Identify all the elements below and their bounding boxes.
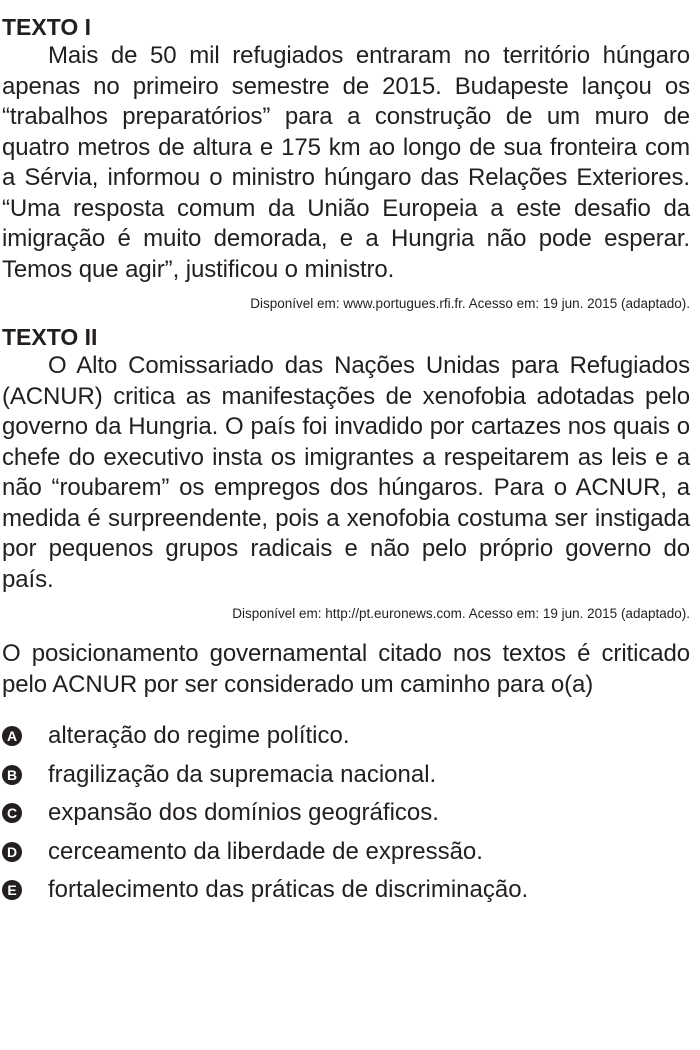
answer-options (2, 717, 690, 910)
option-e-letter-icon: E (2, 880, 22, 900)
option-a-letter-icon: A (2, 726, 22, 746)
option-c-letter-icon: C (2, 803, 22, 823)
option-a[interactable] (2, 717, 690, 756)
texto-1-heading: TEXTO I (2, 14, 92, 40)
option-b-letter-icon: B (2, 765, 22, 785)
texto-2-source: Disponível em: http://pt.euronews.com. Acesso em: 19 jun. 2015 (adaptado). (232, 606, 690, 621)
texto-1-source: Disponível em: www.portugues.rfi.fr. Acesso em: 19 jun. 2015 (adaptado). (250, 296, 690, 311)
texto-2-heading: TEXTO II (2, 324, 98, 350)
option-d-text: cerceamento da liberdade de expressão. (48, 837, 483, 865)
option-e-text: fortalecimento das práticas de discriminação. (48, 876, 529, 904)
question-stem: O posicionamento governamental citado nos textos é criticado pelo ACNUR por ser considerado um caminho para o(a) (2, 640, 690, 698)
option-b[interactable] (2, 756, 690, 795)
texto-2-body: O Alto Comissariado das Nações Unidas para Refugiados (ACNUR) critica as manifestações de xenofobia adotadas pelo governo da Hungria. O país foi invadido por cartazes nos quais o chefe do executivo insta os imigrantes a respeitarem as leis e a não “roubarem” os empregos dos húngaros. Para o ACNUR, a medida é surpreendente, pois a xenofobia costuma ser instigada por pequenos grupos radicais e não pelo próprio governo do país. (2, 352, 690, 593)
option-e[interactable] (2, 871, 690, 910)
texto-1-body: Mais de 50 mil refugiados entraram no território húngaro apenas no primeiro semestre de 2015. Budapeste lançou os “trabalhos preparatórios” para a construção de um muro de quatro metros de altura e 175 km ao longo de sua fronteira com a Sérvia, informou o ministro húngaro das Relações Exteriores. “Uma resposta comum da União Europeia a este desafio da imigração é muito demorada, e a Hungria não pode esperar. Temos que agir”, justificou o ministro. (2, 42, 690, 283)
option-c-text: expansão dos domínios geográficos. (48, 799, 439, 827)
option-c[interactable] (2, 794, 690, 833)
option-a-text: alteração do regime político. (48, 722, 350, 750)
option-b-text: fragilização da supremacia nacional. (48, 760, 437, 788)
option-d[interactable] (2, 833, 690, 872)
option-d-letter-icon: D (2, 842, 22, 862)
